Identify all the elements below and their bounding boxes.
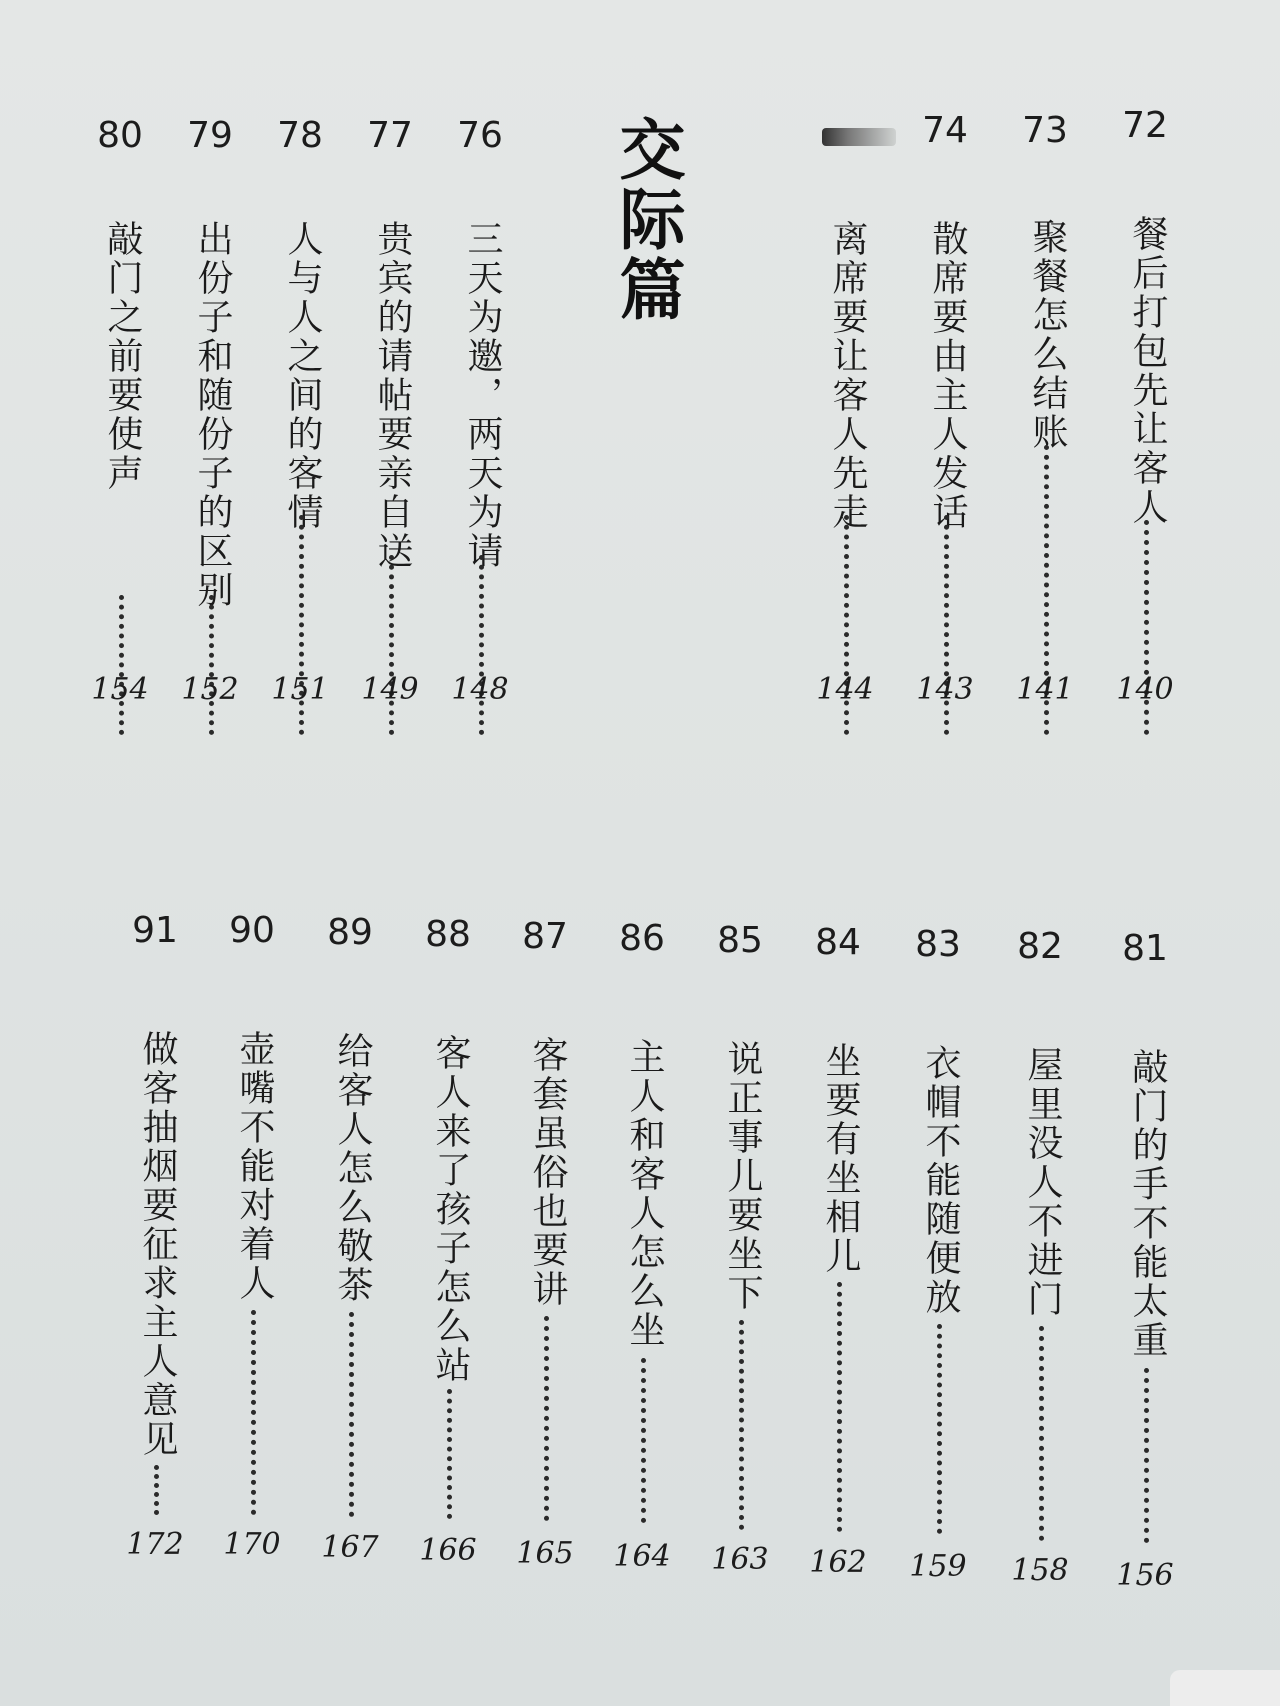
entry-page-number: 143 <box>916 672 974 707</box>
dot-leader <box>447 1389 452 1519</box>
entry-page-number: 167 <box>321 1530 379 1565</box>
dot-leader <box>937 1324 942 1534</box>
entry-page-number: 172 <box>126 1527 184 1562</box>
entry-page-number: 149 <box>361 672 419 707</box>
entry-page-number: 141 <box>1016 672 1074 707</box>
entry-number: 88 <box>425 914 471 955</box>
entry-page-number: 156 <box>1116 1558 1174 1593</box>
entry-number: 80 <box>97 115 143 156</box>
entry-title: 主人和客人怎么坐 <box>624 1038 665 1350</box>
entry-number: 91 <box>132 910 178 951</box>
entry-number: 90 <box>229 910 275 951</box>
entry-title: 人与人之间的客情 <box>282 220 323 532</box>
entry-title: 做客抽烟要征求主人意见 <box>137 1030 178 1459</box>
entry-title: 三天为邀，两天为请 <box>462 220 503 571</box>
entry-page-number: 154 <box>91 672 149 707</box>
dot-leader <box>544 1316 549 1521</box>
entry-number: 81 <box>1122 928 1168 969</box>
dot-leader <box>209 595 214 735</box>
entry-title: 贵宾的请帖要亲自送 <box>372 220 413 571</box>
entry-title: 散席要由主人发话 <box>927 220 968 532</box>
corner-watermark <box>1170 1670 1280 1706</box>
entry-page-number: 158 <box>1011 1553 1069 1588</box>
entry-page-number: 170 <box>223 1527 281 1562</box>
entry-page-number: 148 <box>451 672 509 707</box>
entry-title: 聚餐怎么结账 <box>1027 218 1068 452</box>
entry-number: 83 <box>915 924 961 965</box>
entry-page-number: 151 <box>271 672 329 707</box>
dot-leader <box>837 1282 842 1532</box>
entry-page-number: 163 <box>711 1542 769 1577</box>
entry-page-number: 164 <box>613 1539 671 1574</box>
entry-title: 敲门之前要使声 <box>102 220 143 493</box>
entry-title: 给客人怎么敬茶 <box>332 1032 373 1305</box>
obscured-number-mark <box>822 128 896 146</box>
dot-leader <box>1039 1326 1044 1541</box>
entry-number: 89 <box>327 912 373 953</box>
entry-page-number: 165 <box>516 1536 574 1571</box>
dot-leader <box>119 595 124 735</box>
entry-title: 壶嘴不能对着人 <box>234 1030 275 1303</box>
entry-number: 87 <box>522 916 568 957</box>
entry-title: 客套虽俗也要讲 <box>527 1036 568 1309</box>
entry-title: 衣帽不能随便放 <box>920 1044 961 1317</box>
dot-leader <box>154 1465 159 1515</box>
entry-title: 餐后打包先让客人 <box>1127 215 1168 527</box>
dot-leader <box>739 1320 744 1530</box>
entry-number: 78 <box>277 115 323 156</box>
entry-title: 敲门的手不能太重 <box>1127 1048 1168 1360</box>
entry-title: 离席要让客人先走 <box>827 220 868 532</box>
entry-page-number: 166 <box>419 1533 477 1568</box>
entry-page-number: 159 <box>909 1549 967 1584</box>
entry-number: 77 <box>367 115 413 156</box>
entry-title: 客人来了孩子怎么站 <box>430 1034 471 1385</box>
entry-page-number: 144 <box>816 672 874 707</box>
entry-number: 74 <box>922 110 968 151</box>
entry-number: 73 <box>1022 110 1068 151</box>
entry-title: 坐要有坐相儿 <box>820 1042 861 1276</box>
entry-number: 76 <box>457 115 503 156</box>
entry-page-number: 162 <box>809 1545 867 1580</box>
dot-leader <box>349 1312 354 1517</box>
entry-number: 72 <box>1122 105 1168 146</box>
entry-number: 86 <box>619 918 665 959</box>
entry-number: 85 <box>717 920 763 961</box>
entry-page-number: 140 <box>1116 672 1174 707</box>
entry-number: 82 <box>1017 926 1063 967</box>
entry-title: 说正事儿要坐下 <box>722 1040 763 1313</box>
section-title: 交际篇 <box>608 115 686 325</box>
entry-page-number: 152 <box>181 672 239 707</box>
entry-title: 出份子和随份子的区别 <box>192 220 233 610</box>
entry-title: 屋里没人不进门 <box>1022 1046 1063 1319</box>
dot-leader <box>479 555 484 735</box>
dot-leader <box>251 1310 256 1515</box>
dot-leader <box>389 555 394 735</box>
dot-leader <box>1144 1368 1149 1543</box>
entry-number: 84 <box>815 922 861 963</box>
entry-number: 79 <box>187 115 233 156</box>
dot-leader <box>641 1358 646 1523</box>
